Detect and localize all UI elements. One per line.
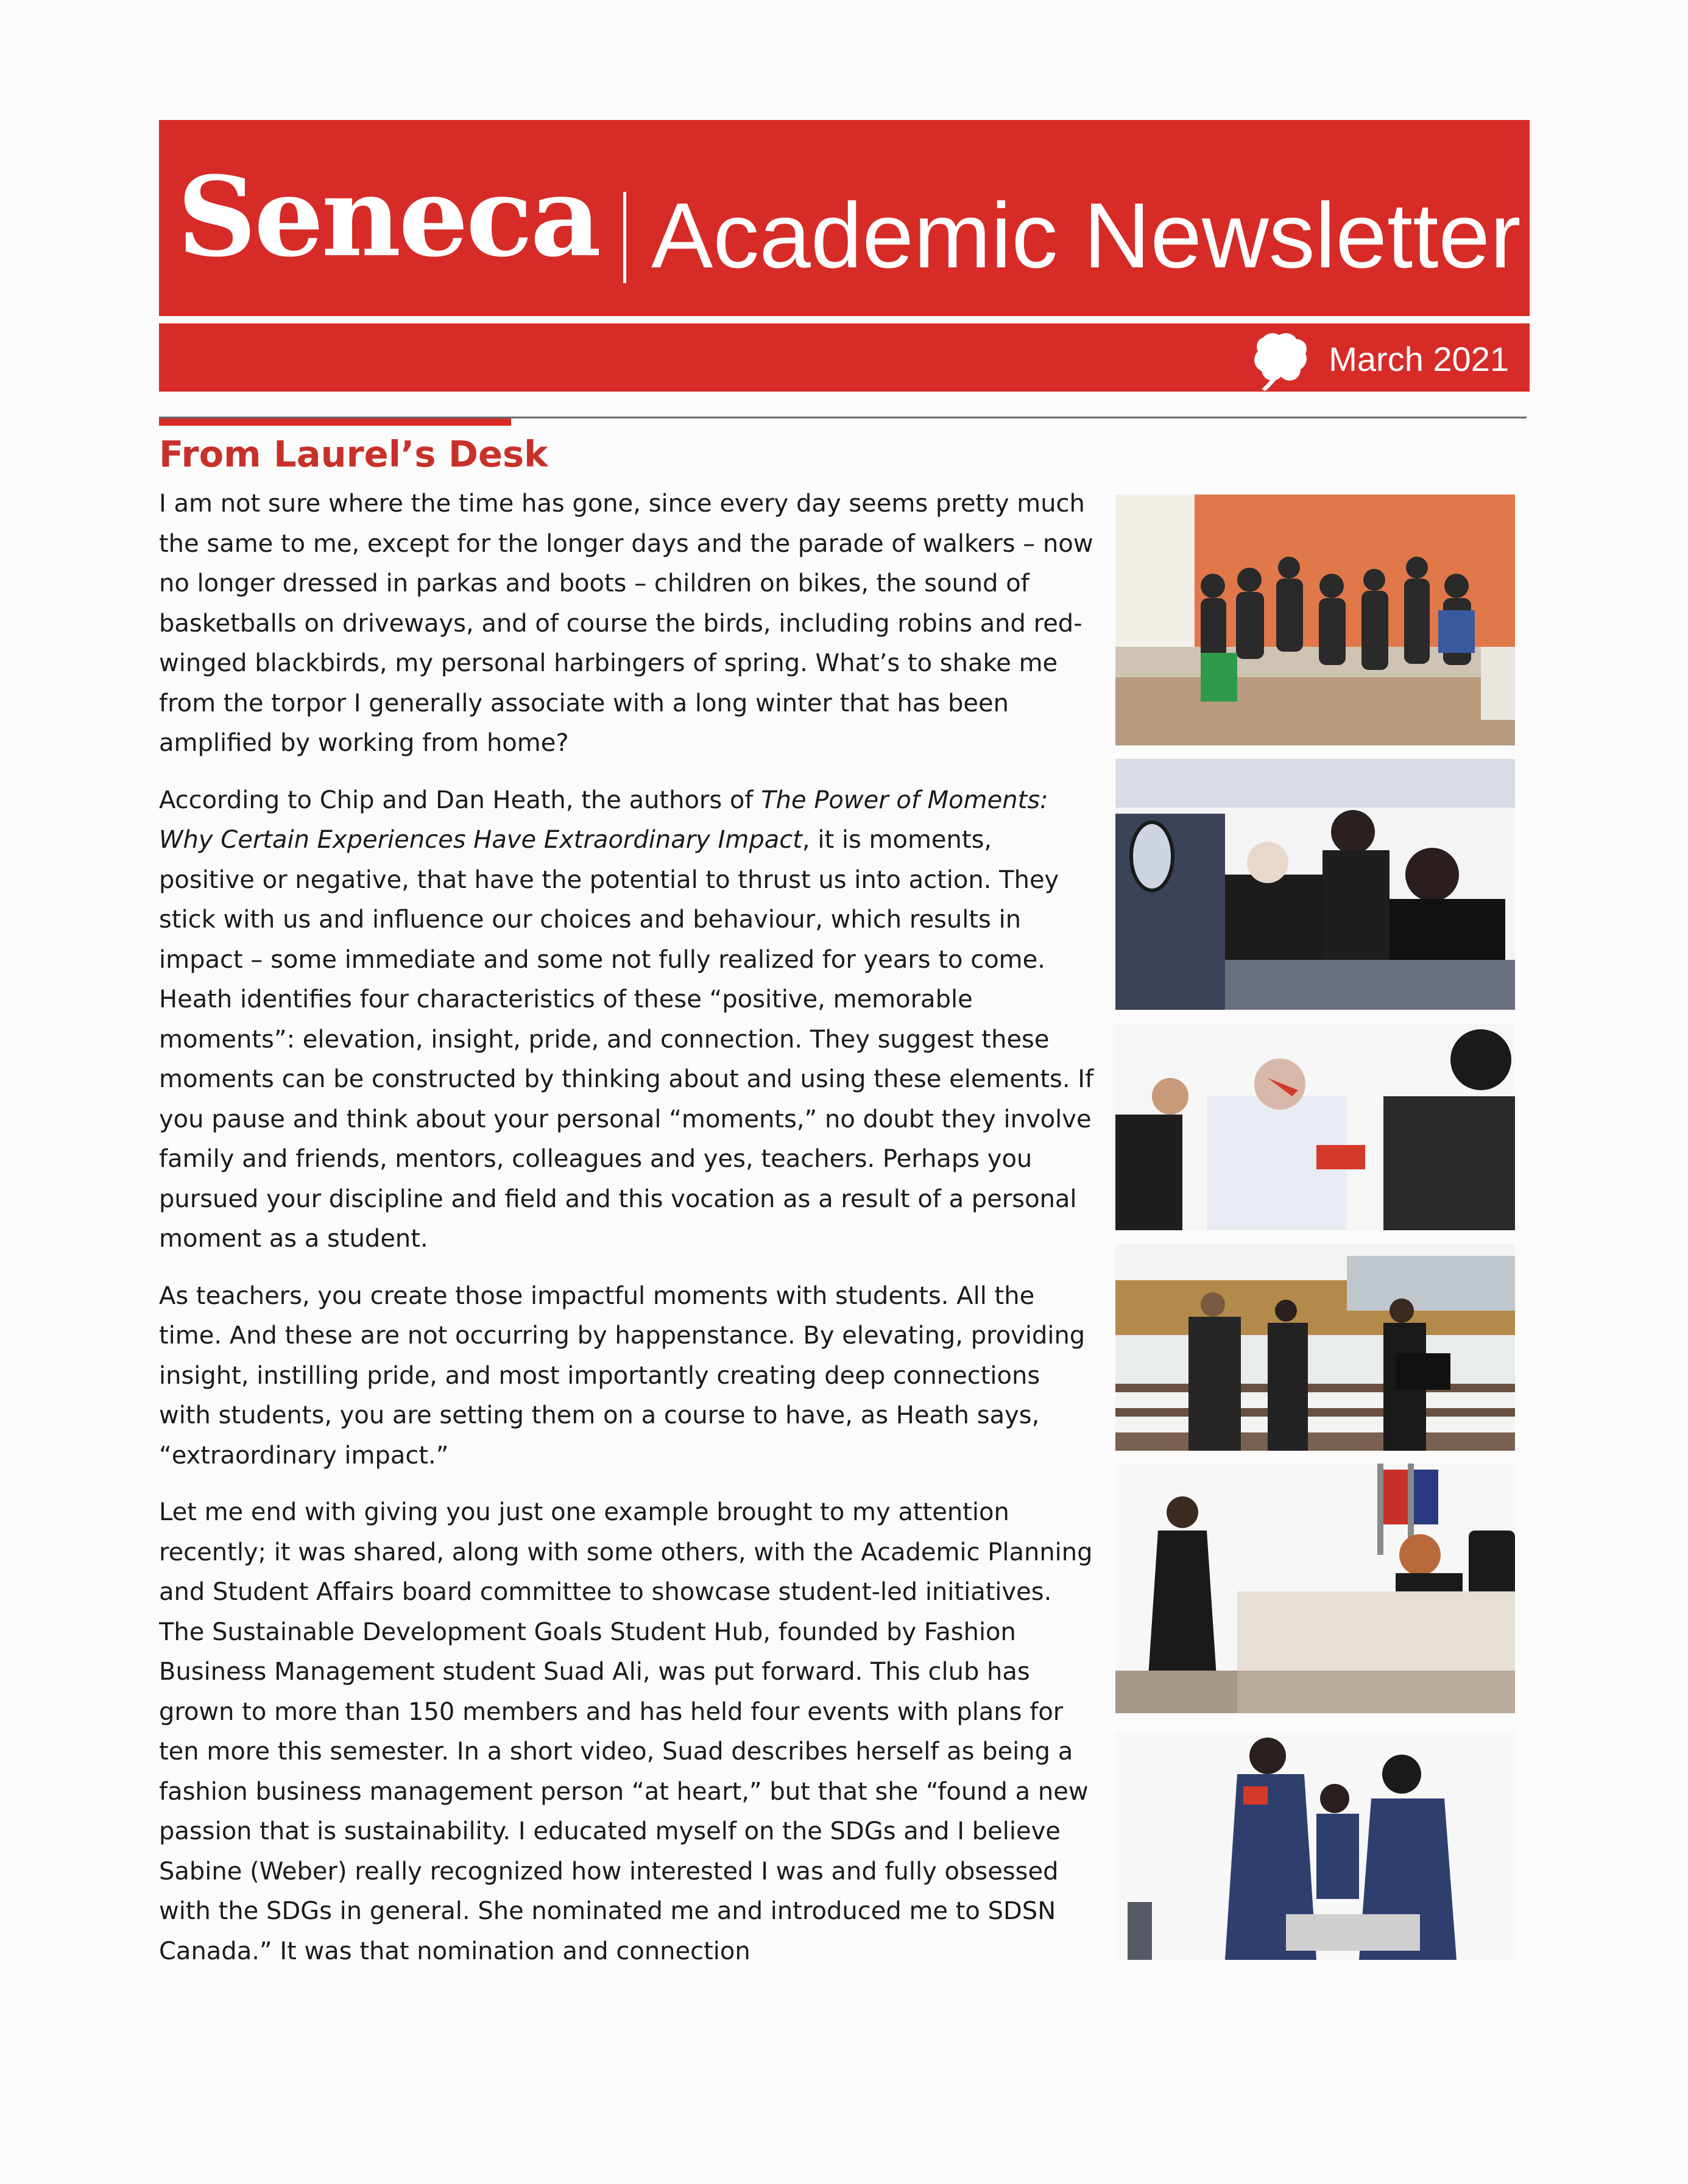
book-title: The Power of Moments: Why Certain Experiences Have Extraordinary Impact [159, 786, 1048, 854]
photo-nursing-students [1115, 1731, 1515, 1960]
issue-date: March 2021 [1329, 340, 1509, 378]
shamrock-icon [1248, 331, 1315, 392]
paragraph-2-intro: According to Chip and Dan Heath, the authors of [159, 786, 761, 814]
section-title: From Laurel’s Desk [159, 433, 548, 475]
brand-logo: Seneca [177, 153, 599, 281]
photo-courtroom [1115, 1464, 1515, 1713]
date-banner [159, 323, 1530, 392]
section-rule-accent [159, 418, 511, 426]
article-body [159, 484, 1094, 1970]
photo-student-presentation [1115, 1023, 1515, 1230]
masthead-banner [159, 120, 1530, 316]
newsletter-title: Academic Newsletter [651, 184, 1521, 287]
paragraph-2-rest: , it is moments, positive or negative, that have the potential to thrust us into action. They stick with us and influence our choices and behaviour, which results in impact – some immediate and some not fully realized for years to come. Heath identifies four characteristics of these “positive, memorable moments”: elevation, insight, pride, and connection. They suggest these moments can be constructed by thinking about and using these elements. If you pause and think about your personal “moments,” no doubt they involve family and friends, mentors, colleagues and yes, teachers. Perhaps you pursued your discipline and field and this vocation as a result of a personal moment as a student. [159, 826, 1094, 1253]
brand-divider [623, 192, 626, 283]
paragraph-2 [159, 781, 1094, 1259]
photo-students-group [1115, 495, 1515, 745]
photo-outdoor-students [1115, 1244, 1515, 1451]
paragraph-1: I am not sure where the time has gone, since every day seems pretty much the same to me, except for the longer days and the parade of walkers – now no longer dressed in parkas and boots – children on bikes, the sound of basketballs on driveways, and of course the birds, including robins and red-winged blackbirds, my personal harbingers of spring. What’s to shake me from the torpor I generally associate with a long winter that has been amplified by working from home? [159, 490, 1093, 757]
paragraph-3: As teachers, you create those impactful moments with students. All the time. And these are not occurring by happenstance. By elevating, providing insight, instilling pride, and most importantly creating deep connections with students, you are setting them on a course to have, as Heath says, “extraordinary impact.” [159, 1281, 1086, 1470]
photo-makeup-class [1115, 759, 1515, 1010]
paragraph-4: Let me end with giving you just one example brought to my attention recently; it was shared, along with some others, with the Academic Planning and Student Affairs board committee to showcase student-led initiatives. The Sustainable Development Goals Student Hub, founded by Fashion Business Management student Suad Ali, was put forward. This club has grown to more than 150 members and has held four events with plans for ten more this semester. In a short video, Suad describes herself as being a fashion business management person “at heart,” but that she “found a new passion that is sustainability. I educated myself on the SDGs and I believe Sabine (Weber) really recognized how interested I was and fully obsessed with the SDGs in general. She nominated me and introduced me to SDSN Canada.” It was that nomination and connection [159, 1498, 1093, 1965]
